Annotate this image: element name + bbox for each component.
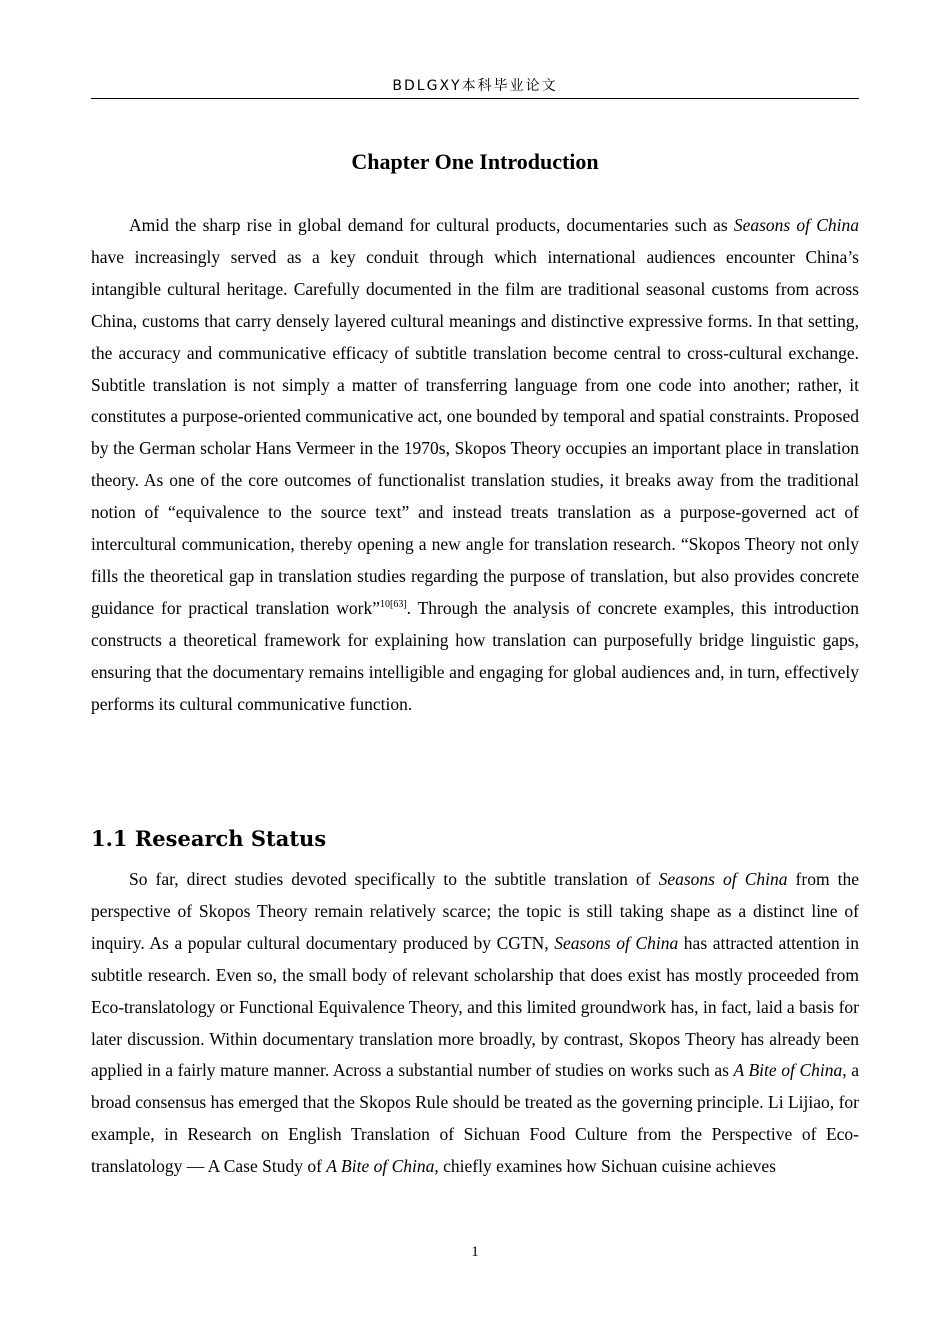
page-number: 1 (471, 1244, 479, 1260)
research-text-1: So far, direct studies devoted specifically to the subtitle translation of (129, 869, 659, 889)
research-film-title-4: A Bite of China (326, 1156, 435, 1177)
research-text-4: , a broad consensus has emerged that the Skopos Rule should be treated as the governing principle. Li Lijiao, for example, in Research on English Translation of Sichuan Food Culture from the Perspective of Eco-translatology — A Case Study of (91, 1060, 859, 1177)
intro-text-1: Amid the sharp rise in global demand for cultural products, documentaries such as (129, 215, 734, 235)
section-heading: 1.1 Research Status (91, 826, 327, 851)
research-text-2: from the perspective of Skopos Theory remain relatively scarce; the topic is still taking shape as a distinct line of inquiry. As a popular cultural documentary produced by CGTN, (91, 869, 859, 953)
research-film-title-2: Seasons of China (554, 932, 679, 953)
research-film-title-1: Seasons of China (658, 869, 788, 889)
intro-paragraph (91, 210, 859, 721)
citation-marker: 10[63] (379, 599, 407, 611)
header-rule (91, 98, 859, 99)
research-status-paragraph (91, 864, 859, 1183)
running-header: BDLGXY本科毕业论文 (392, 78, 558, 94)
research-text-5: , chiefly examines how Sichuan cuisine achieves (434, 1156, 776, 1177)
chapter-title: Chapter One Introduction (351, 149, 599, 174)
intro-text-2: have increasingly served as a key conduit through which international audiences encounter China’s intangible cultural heritage. Carefully documented in the film are traditional seasonal customs from across China, customs that carry densely layered cultural meanings and distinctive expressive forms. In that setting, the accuracy and communicative efficacy of subtitle translation become central to cross-cultural exchange. Subtitle translation is not simply a matter of transferring language from one code into another; rather, it constitutes a purpose-oriented communicative act, one bounded by temporal and spatial constraints. Proposed by the German scholar Hans Vermeer in the 1970s, Skopos Theory occupies an important place in translation theory. As one of the core outcomes of functionalist translation studies, it breaks away from the traditional notion of “equivalence to the source text” and instead treats translation as a purpose-governed act of intercultural communication, thereby opening a new angle for translation research. “Skopos Theory not only fills the theoretical gap in translation studies regarding the purpose of translation, but also provides concrete guidance for practical translation work” (91, 246, 859, 618)
intro-text-3: . Through the analysis of concrete examples, this introduction constructs a theoretical framework for explaining how translation can purposefully bridge linguistic gaps, ensuring that the documentary remains intelligible and engaging for global audiences and, in turn, effectively performs its cultural communicative function. (91, 597, 860, 714)
research-film-title-3: A Bite of China (733, 1060, 843, 1081)
intro-film-title: Seasons of China (733, 215, 859, 235)
research-text-3: has attracted attention in subtitle research. Even so, the small body of relevant scholarship that does exist has mostly proceeded from Eco-translatology or Functional Equivalence Theory, and this limited groundwork has, in fact, laid a basis for later discussion. Within documentary translation more broadly, by contrast, Skopos Theory has already been applied in a fairly mature manner. Across a substantial number of studies on works such as (91, 932, 859, 1081)
